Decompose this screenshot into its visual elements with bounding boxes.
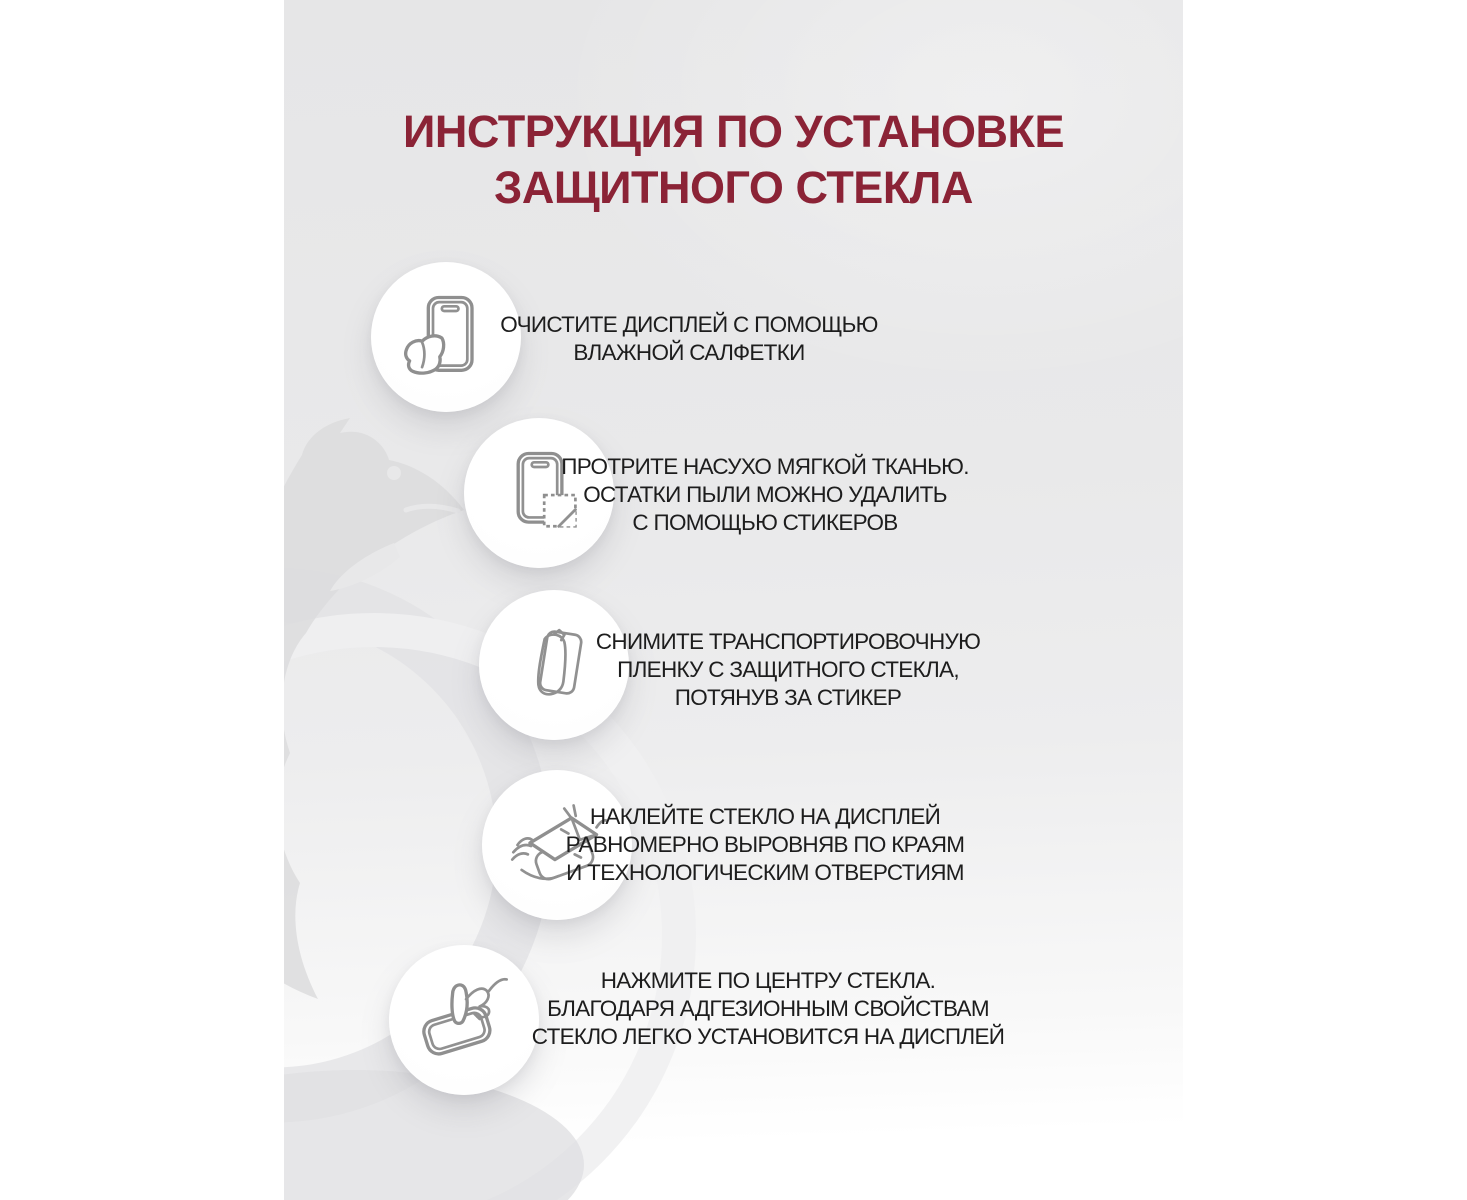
title-line-2: ЗАЩИТНОГО СТЕКЛА bbox=[494, 162, 973, 213]
step-text-line: БЛАГОДАРЯ АДГЕЗИОННЫМ СВОЙСТВАМ bbox=[547, 996, 989, 1021]
step-text-line: ОЧИСТИТЕ ДИСПЛЕЙ С ПОМОЩЬЮ bbox=[500, 312, 878, 337]
step-text-line: ПОТЯНУВ ЗА СТИКЕР bbox=[674, 685, 902, 710]
press-center-icon bbox=[412, 968, 516, 1072]
step-text-line: СНИМИТЕ ТРАНСПОРТИРОВОЧНУЮ bbox=[595, 629, 981, 654]
step-circle-5 bbox=[389, 945, 539, 1095]
step-text-line: НАКЛЕЙТЕ СТЕКЛО НА ДИСПЛЕЙ bbox=[589, 804, 941, 829]
step-text-line: ПЛЕНКУ С ЗАЩИТНОГО СТЕКЛА, bbox=[617, 657, 959, 682]
step-4-text bbox=[566, 803, 965, 887]
step-text-line: ВЛАЖНОЙ САЛФЕТКИ bbox=[573, 340, 805, 365]
instruction-poster bbox=[284, 0, 1183, 1200]
title-line-1: ИНСТРУКЦИЯ ПО УСТАНОВКЕ bbox=[403, 106, 1064, 157]
film-peel-icon bbox=[502, 613, 606, 717]
step-circle-1 bbox=[371, 262, 521, 412]
step-text-line: И ТЕХНОЛОГИЧЕСКИМ ОТВЕРСТИЯМ bbox=[566, 860, 964, 885]
step-2-text bbox=[561, 453, 969, 537]
phone-wipe-icon bbox=[394, 285, 498, 389]
step-3-text bbox=[596, 628, 980, 712]
step-text-line: СТЕКЛО ЛЕГКО УСТАНОВИТСЯ НА ДИСПЛЕЙ bbox=[531, 1024, 1005, 1049]
step-text-line: РАВНОМЕРНО ВЫРОВНЯВ ПО КРАЯМ bbox=[565, 832, 965, 857]
step-1-text bbox=[500, 311, 877, 367]
step-text-line: ОСТАТКИ ПЫЛИ МОЖНО УДАЛИТЬ bbox=[583, 482, 947, 507]
page-title bbox=[284, 104, 1183, 216]
step-5-text bbox=[532, 967, 1004, 1051]
step-text-line: НАЖМИТЕ ПО ЦЕНТРУ СТЕКЛА. bbox=[600, 968, 936, 993]
step-text-line: С ПОМОЩЬЮ СТИКЕРОВ bbox=[632, 510, 898, 535]
step-text-line: ПРОТРИТЕ НАСУХО МЯГКОЙ ТКАНЬЮ. bbox=[561, 454, 969, 479]
